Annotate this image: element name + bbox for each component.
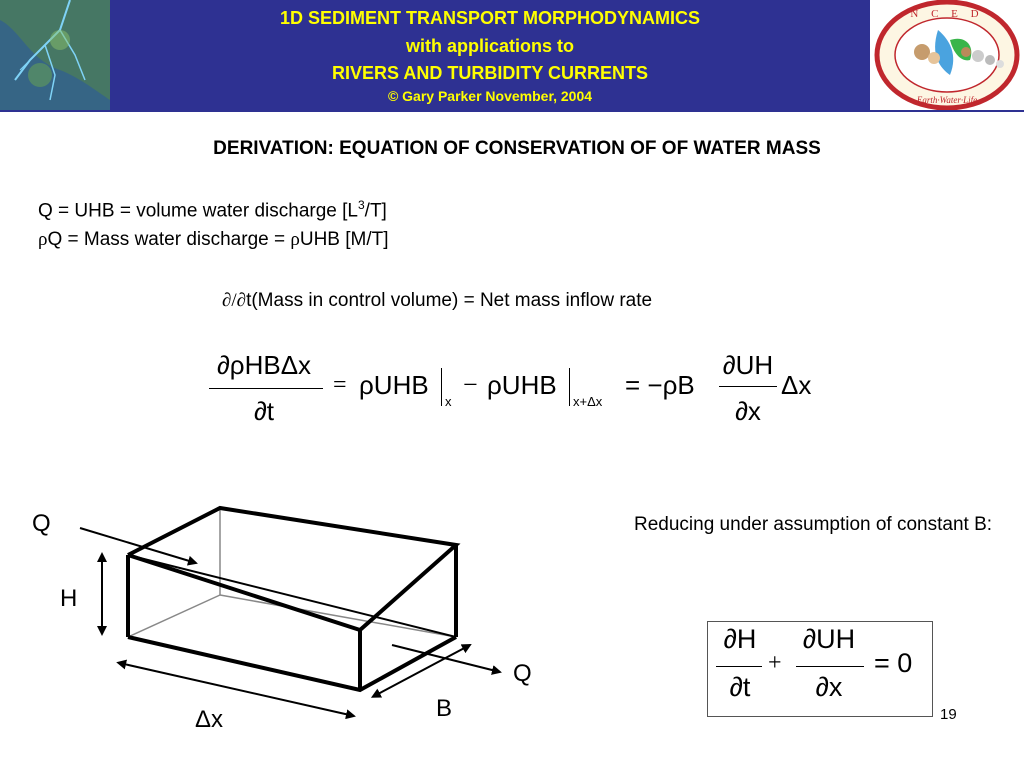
- definition-volume-discharge: [38, 198, 387, 222]
- label-q-inflow: Q: [32, 510, 51, 537]
- mass-balance-equation: [205, 346, 825, 456]
- eq1-lhs-numerator: ∂ρHBΔx: [216, 350, 312, 380]
- logo-nced-text: N C E D: [910, 8, 984, 20]
- label-q-outflow: Q: [513, 660, 532, 687]
- eq1-term2: ρUHB: [487, 370, 557, 400]
- statement-text: t(Mass in control volume) = Net mass inflow rate: [246, 290, 653, 311]
- slide-title: DERIVATION: EQUATION OF CONSERVATION OF OF WATER MASS: [213, 138, 821, 159]
- control-volume-diagram: [0, 490, 620, 768]
- title-banner: [110, 0, 870, 110]
- label-delta-x: Δx: [195, 706, 224, 733]
- length-dimension-arrow: [124, 664, 354, 716]
- reduction-note: Reducing under assumption of constant B:: [634, 514, 993, 535]
- partial-symbols: ∂/∂: [222, 290, 247, 311]
- header-copyright: © Gary Parker November, 2004: [387, 88, 593, 104]
- header-divider: [0, 110, 1024, 112]
- eq1-sub2: x+Δx: [573, 394, 603, 409]
- eq2-f2-numerator: ∂UH: [802, 624, 856, 654]
- label-width: B: [436, 695, 453, 722]
- slide-header: [0, 0, 1024, 112]
- eq1-rhs-numerator: ∂UH: [722, 350, 774, 380]
- eq1-eval-bar-2: [569, 368, 570, 406]
- logo-motto-text: Earth·Water·Life: [916, 95, 978, 105]
- eq2-plus: +: [768, 650, 782, 676]
- page-number: 19: [940, 706, 957, 723]
- eq2-f2-fraction-bar: [796, 666, 864, 667]
- header-title-line3: RIVERS AND TURBIDITY CURRENTS: [331, 63, 649, 83]
- def1-suffix: /T]: [364, 200, 387, 222]
- label-height: H: [60, 585, 78, 612]
- eq1-lhs-fraction-bar: [209, 388, 323, 389]
- eq1-sub1: x: [445, 394, 452, 409]
- def1-prefix: Q = UHB = volume water discharge [L: [38, 200, 358, 222]
- eq2-f1-fraction-bar: [716, 666, 762, 667]
- nced-logo: [870, 0, 1024, 110]
- eq2-f2-denominator: ∂x: [815, 672, 843, 702]
- eq1-delta-x: Δx: [781, 370, 812, 400]
- definition-mass-discharge: [38, 229, 389, 251]
- eq1-minus: −: [463, 370, 478, 399]
- eq1-rhs-fraction-bar: [719, 386, 777, 387]
- def2-rho-symbol: ρ: [38, 229, 48, 250]
- def2-text2: UHB [M/T]: [299, 229, 389, 250]
- def1-superscript: 3: [357, 198, 365, 212]
- delta-satellite-image: [0, 0, 110, 110]
- eq1-equals-neg-rhoB: = −ρB: [625, 370, 695, 400]
- box-visible-edges: [128, 508, 456, 690]
- def2-rho-symbol-2: ρ: [290, 229, 300, 250]
- conservation-statement: [222, 290, 652, 312]
- eq1-equals-1: =: [333, 372, 347, 398]
- header-title-line1: 1D SEDIMENT TRANSPORT MORPHODYNAMICS: [279, 8, 701, 28]
- eq1-rhs-denominator: ∂x: [735, 396, 761, 426]
- def2-text1: Q = Mass water discharge =: [47, 229, 291, 250]
- eq2-f1-denominator: ∂t: [729, 672, 751, 702]
- box-diagonal: [128, 555, 456, 637]
- eq1-lhs-denominator: ∂t: [253, 396, 275, 426]
- eq1-eval-bar-1: [441, 368, 442, 406]
- eq2-equals-zero: = 0: [874, 648, 913, 678]
- eq2-f1-numerator: ∂H: [723, 624, 757, 654]
- eq1-term1: ρUHB: [359, 370, 429, 400]
- continuity-equation-box: [707, 621, 933, 717]
- header-title-line2: with applications to: [405, 36, 574, 56]
